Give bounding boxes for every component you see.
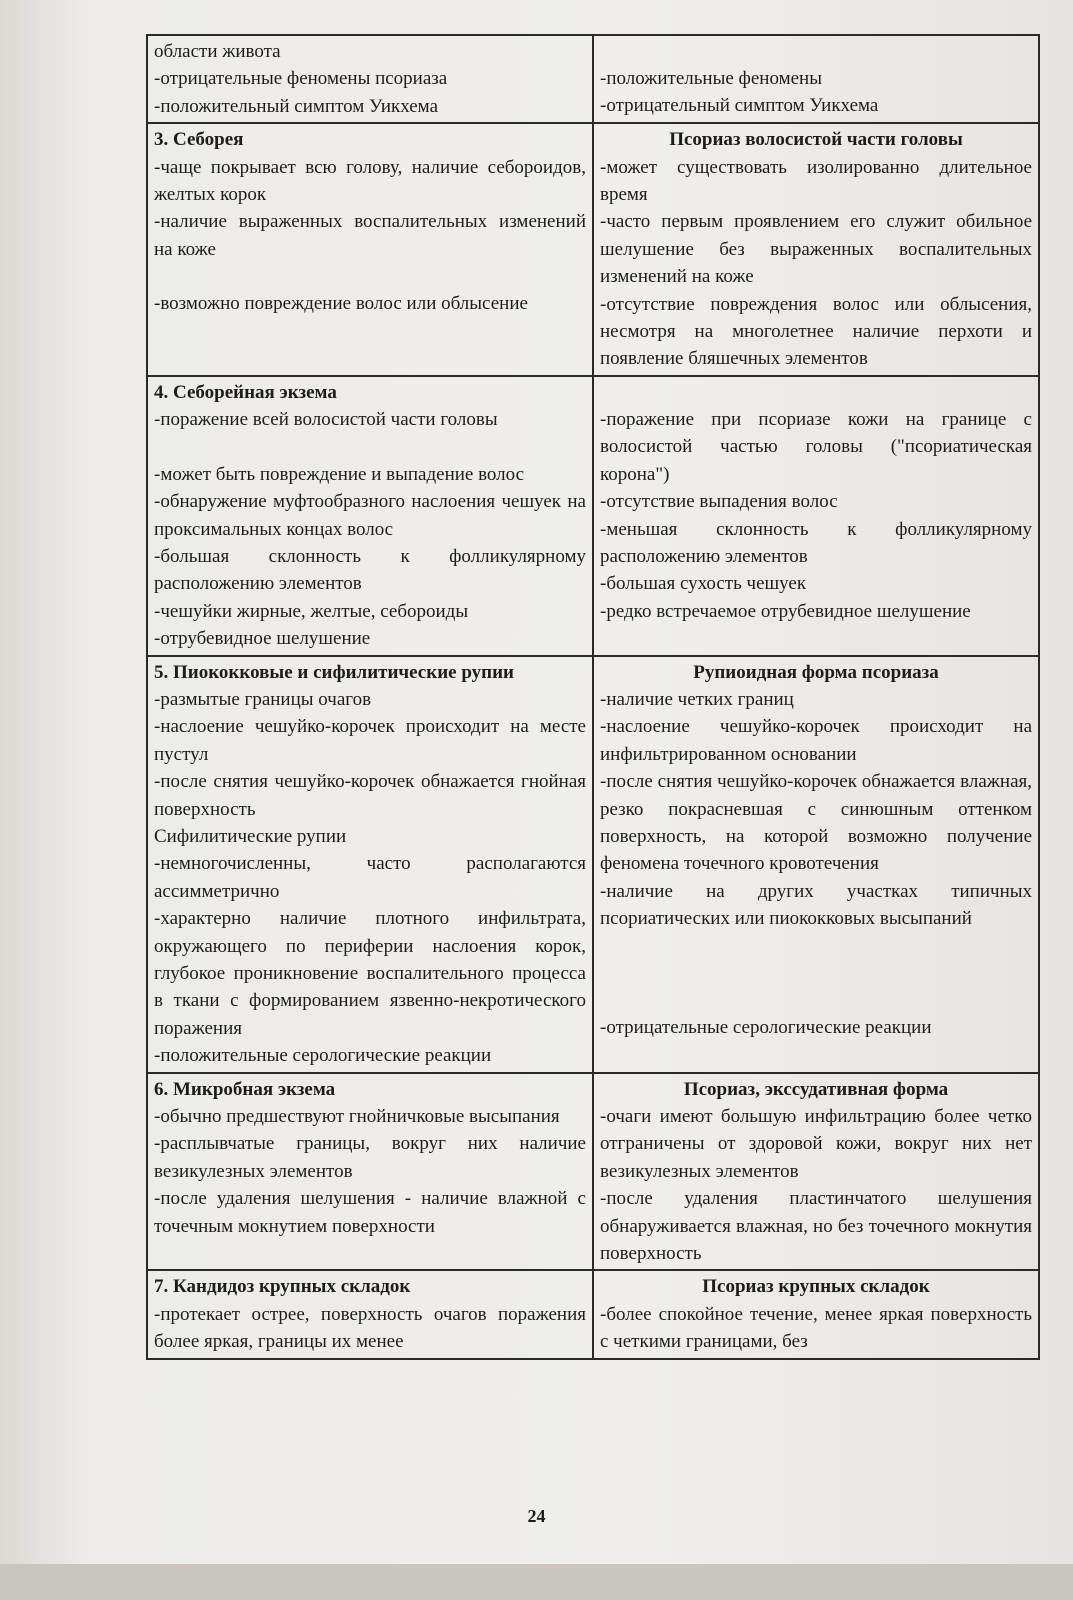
list-item: -поражение при псориазе кожи на границе с волосистой частью головы ("псориатическая корона"): [600, 408, 1032, 485]
row-1-right-cell: [593, 35, 1039, 123]
list-item: -редко встречаемое отрубевидное шелушение: [600, 600, 971, 622]
list-item: -большая склонность к фолликулярному расположению элементов: [154, 545, 586, 595]
subheading: Сифилитические рупии: [154, 825, 347, 847]
page-number: 24: [527, 1506, 546, 1526]
list-item: -наслоение чешуйко-корочек происходит на месте пустул: [154, 716, 586, 765]
list-item: -обычно предшествуют гнойничковые высыпания: [154, 1106, 560, 1128]
spacer: [154, 434, 586, 461]
section-heading: 5. Пиококковые и сифилитические рупии: [154, 661, 514, 683]
list-item: -положительные феномены: [600, 68, 822, 89]
row-seborrheic-eczema-left-cell: [147, 376, 593, 656]
spacer: [600, 38, 1032, 65]
table-row: [147, 376, 1039, 656]
row-microbial-eczema-left-cell: [147, 1073, 593, 1271]
row-seborrhea-right-cell: [593, 123, 1039, 376]
list-item: -большая сухость чешуек: [600, 573, 807, 595]
section-heading: 4. Себорейная экзема: [154, 381, 337, 403]
row-1-left-cell: [147, 35, 593, 123]
section-heading: 6. Микробная экзема: [154, 1078, 336, 1100]
list-item: -расплывчатые границы, вокруг них наличие везикулезных элементов: [154, 1133, 586, 1182]
list-item: -наличие выраженных воспалительных изменений на коже: [154, 211, 586, 260]
row-candidiasis-left-cell: [147, 1270, 593, 1358]
list-item: -отсутствие выпадения волос: [600, 491, 838, 513]
list-item: -немногочисленны, часто располагаются ассимметрично: [154, 853, 586, 902]
list-item: -наслоение чешуйко-корочек происходит на инфильтрированном основании: [600, 716, 1032, 765]
list-item: -после снятия чешуйко-корочек обнажается гнойная поверхность: [154, 771, 586, 820]
section-heading: 7. Кандидоз крупных складок: [154, 1276, 411, 1298]
row-candidiasis-right-cell: [593, 1270, 1039, 1358]
table-row: [147, 123, 1039, 376]
list-item: -может быть повреждение и выпадение волос: [154, 463, 525, 485]
list-item: -характерно наличие плотного инфильтрата, окружающего по периферии наслоения корок, глубокое проникновение воспалительного процесса в ткани с формированием язвенно-некротического поражения: [154, 908, 586, 1039]
list-item: -наличие на других участках типичных псориатических или пиококковых высыпаний: [600, 880, 1032, 930]
table-row: [147, 35, 1039, 123]
list-item: -может существовать изолированно длительное время: [600, 156, 1032, 206]
table-row: [147, 1270, 1039, 1358]
list-item: -наличие четких границ: [600, 688, 794, 710]
list-item: -после снятия чешуйко-корочек обнажается влажная, резко покрасневшая с синюшным оттенком поверхность, на которой возможно получение феномена точечного кровотечения: [600, 771, 1032, 875]
row-rupia-left-cell: [147, 656, 593, 1073]
spacer: [600, 960, 1032, 987]
list-item: -часто первым проявлением его служит обильное шелушение без выраженных воспалительных изменений на коже: [600, 211, 1032, 288]
list-item: -чешуйки жирные, желтые, себороиды: [154, 600, 469, 622]
list-item: области живота: [154, 41, 281, 62]
table-row: [147, 1073, 1039, 1271]
section-heading: Псориаз крупных складок: [702, 1276, 930, 1298]
table-row: [147, 656, 1039, 1073]
section-heading: Псориаз, экссудативная форма: [683, 1078, 949, 1100]
list-item: -после удаления шелушения - наличие влажной с точечным мокнутием поверхности: [154, 1188, 586, 1237]
row-microbial-eczema-right-cell: [593, 1073, 1039, 1271]
list-item: -после удаления пластинчатого шелушения обнаруживается влажная, но без точечного мокнутия поверхность: [600, 1188, 1032, 1265]
list-item: -положительный симптом Уикхема: [154, 95, 439, 117]
spacer: [600, 987, 1032, 1014]
spacer: [154, 263, 586, 290]
scan-bottom-edge: [0, 1564, 1073, 1600]
list-item: -отрицательные феномены псориаза: [154, 68, 448, 90]
list-item: -очаги имеют большую инфильтрацию более четко отграничены от здоровой кожи, вокруг них нет везикулезных элементов: [600, 1106, 1032, 1182]
row-seborrhea-left-cell: [147, 123, 593, 376]
list-item: -положительные серологические реакции: [154, 1045, 492, 1067]
spacer: [600, 933, 1032, 960]
list-item: -более спокойное течение, менее яркая поверхность с четкими границами, без: [600, 1303, 1032, 1353]
section-heading: 3. Себорея: [154, 129, 244, 151]
list-item: -меньшая склонность к фолликулярному расположению элементов: [600, 518, 1032, 567]
list-item: -чаще покрывает всю голову, наличие себороидов, желтых корок: [154, 156, 586, 206]
list-item: -поражение всей волосистой части головы: [154, 409, 498, 431]
list-item: -отрубевидное шелушение: [154, 628, 371, 650]
list-item: -протекает острее, поверхность очагов поражения более яркая, границы их менее: [154, 1303, 586, 1353]
list-item: -возможно повреждение волос или облысение: [154, 293, 528, 315]
spacer: [600, 379, 1032, 406]
list-item: -отсутствие повреждения волос или облысения, несмотря на многолетнее наличие перхоти и появление бляшечных элементов: [600, 293, 1032, 370]
row-seborrheic-eczema-right-cell: [593, 376, 1039, 656]
section-heading: Рупиоидная форма псориаза: [693, 661, 939, 683]
list-item: -размытые границы очагов: [154, 688, 372, 710]
list-item: -обнаружение муфтообразного наслоения чешуек на проксимальных концах волос: [154, 491, 586, 540]
list-item: -отрицательный симптом Уикхема: [600, 95, 879, 117]
differential-diagnosis-table: [146, 34, 1040, 1360]
row-rupia-right-cell: [593, 656, 1039, 1073]
section-heading: Псориаз волосистой части головы: [669, 129, 963, 151]
list-item: -отрицательные серологические реакции: [600, 1016, 932, 1038]
